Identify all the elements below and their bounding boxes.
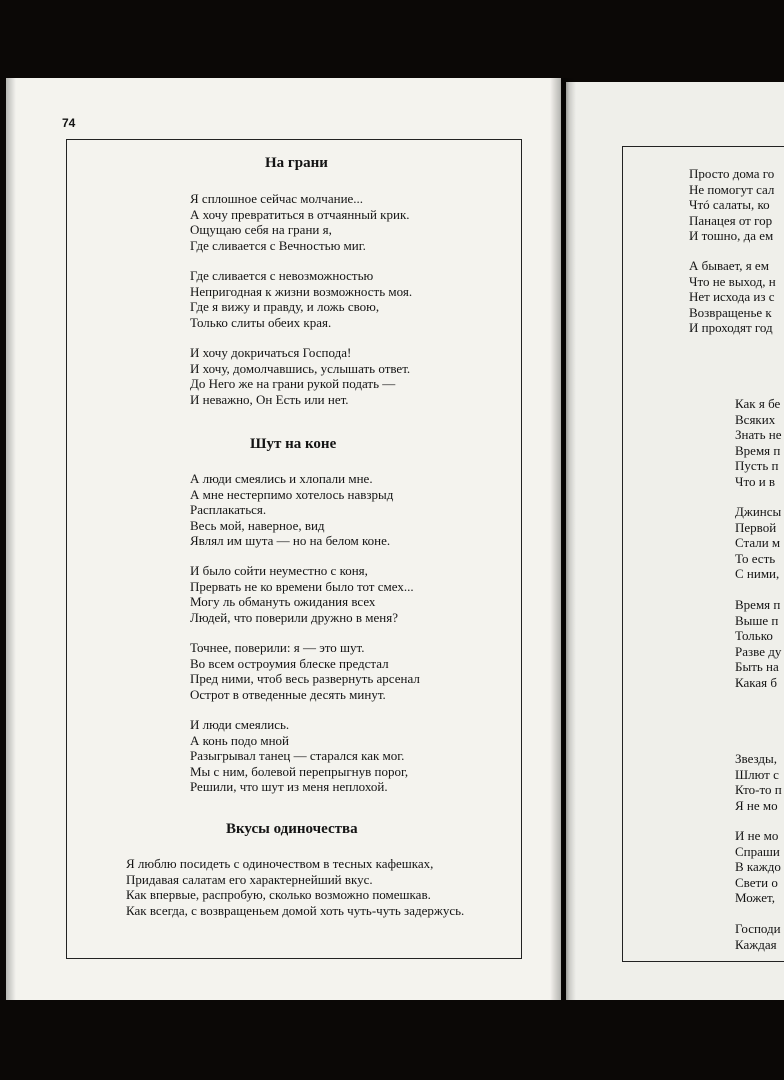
verse-line: Быть на [735,659,779,674]
verse-line: Время п [735,597,781,612]
stanza [190,563,414,625]
verse-line: Как я бе [735,396,781,411]
stanza [190,717,408,795]
verse-line: Выше п [735,612,779,628]
verse-line: Расплакаться. [190,502,267,517]
verse-line: Мы с ним, болевой перепрыгнув порог, [190,763,409,779]
stanza [735,504,781,582]
verse-line: Где я вижу и правду, и ложь свою, [190,299,380,314]
stanza [735,396,782,489]
verse-line: С ними, [735,566,780,581]
verse-line: И проходят год [689,320,773,335]
verse-line: Первой [735,519,777,535]
verse-line: А конь подо мной [190,732,290,748]
poem-title: На грани [265,155,328,171]
verse-line: Шлют с [735,766,779,782]
verse-line: Являл им шута — но на белом коне. [190,533,391,548]
verse-line: В каждо [735,859,781,874]
book-gutter [550,78,576,1000]
verse-line: И люди смеялись. [190,717,290,732]
verse-line: Придавая салатам его характернейший вкус. [126,871,373,887]
verse-line: А бывает, я ем [689,258,769,273]
verse-line: Где сливается с невозможностью [190,268,374,283]
verse-line: А люди смеялись и хлопали мне. [190,471,373,486]
verse-line: Я не мо [735,797,778,813]
verse-line: Джинсы [735,504,782,519]
page-shadow [6,78,16,1000]
verse-line: И было сойти неуместно с коня, [190,563,368,578]
verse-line: Стали м [735,535,781,550]
stanza [190,191,410,253]
verse-line: Просто дома го [689,166,775,181]
verse-line: Спраши [735,843,780,859]
verse-line: Я люблю посидеть с одиночеством в тесных кафешках, [126,856,434,871]
verse-line: Разыгрывал танец — старался как мог. [190,748,405,763]
verse-line: Кто-то п [735,782,782,797]
verse-line: Нет исхода из с [689,289,775,304]
verse-line: Разве ду [735,643,782,659]
poem-title: Вкусы одиночества [226,821,358,837]
verse-line: Господи [735,921,781,936]
verse-line: Свети о [735,874,778,890]
verse-line: Что не выход, н [689,273,776,289]
page-number: 74 [62,116,76,130]
stanza [735,597,781,690]
verse-line: Знать не [735,427,782,442]
verse-line: Звезды, [735,751,778,766]
stanza [190,640,420,702]
poem-title: Шут на коне [250,436,337,452]
stanza [735,828,781,906]
verse-line: Только слиты обеих края. [190,314,332,330]
verse-line: Возвращенье к [689,304,772,320]
verse-line: Чтó салаты, ко [689,197,770,212]
verse-line: Весь мой, наверное, вид [190,517,325,533]
verse-line: Пусть п [735,458,779,473]
verse-line: Точнее, поверили: я — это шут. [190,640,365,655]
stanza [735,921,781,952]
stanza [689,258,776,336]
verse-line: Где сливается с Вечностью миг. [190,237,366,253]
stanza [190,345,410,407]
verse-line: Что и в [735,473,776,489]
verse-line: Время п [735,442,781,458]
verse-line: Как впервые, распробую, сколько возможно помешкав. [126,887,431,902]
verse-line: И тошно, да ем [689,228,774,243]
verse-line: А мне нестерпимо хотелось навзрыд [190,486,394,502]
verse-line: И не мо [735,828,779,843]
verse-line: Решили, что шут из меня неплохой. [190,779,388,794]
stanza [735,751,782,813]
verse-line: Какая б [735,674,778,690]
verse-line: Прервать не ко времени было тот смех... [190,578,414,594]
verse-line: Панацея от гор [689,212,773,228]
verse-line: Людей, что поверили дружно в меня? [190,609,398,625]
verse-line: Во всем остроумия блеске предстал [190,655,389,671]
verse-line: А хочу превратиться в отчаянный крик. [190,206,410,222]
verse-line: Ощущаю себя на грани я, [190,222,332,237]
stanza [126,856,464,918]
stanza [689,166,774,244]
verse-line: Острот в отведенные десять минут. [190,686,386,702]
verse-line: Как всегда, с возвращеньем домой хоть чуть-чуть задержусь. [126,902,465,918]
verse-line: И неважно, Он Есть или нет. [190,391,349,407]
stanza [190,471,393,549]
verse-line: Пред ними, чтоб весь развернуть арсенал [190,671,420,686]
verse-line: Не помогут сал [689,181,775,197]
verse-line: Непригодная к жизни возможность моя. [190,283,413,299]
verse-line: И хочу, домолчавшись, услышать ответ. [190,360,411,376]
verse-line: Может, [735,890,775,905]
verse-line: И хочу докричаться Господа! [190,345,352,360]
verse-line: Каждая [735,936,777,952]
stanza [190,268,412,330]
verse-line: Я сплошное сейчас молчание... [190,191,364,206]
verse-line: Только [735,628,773,643]
verse-line: Могу ль обмануть ожидания всех [190,594,376,609]
verse-line: То есть [735,550,776,566]
verse-line: Всяких [735,411,776,427]
verse-line: До Него же на грани рукой подать — [190,376,396,391]
